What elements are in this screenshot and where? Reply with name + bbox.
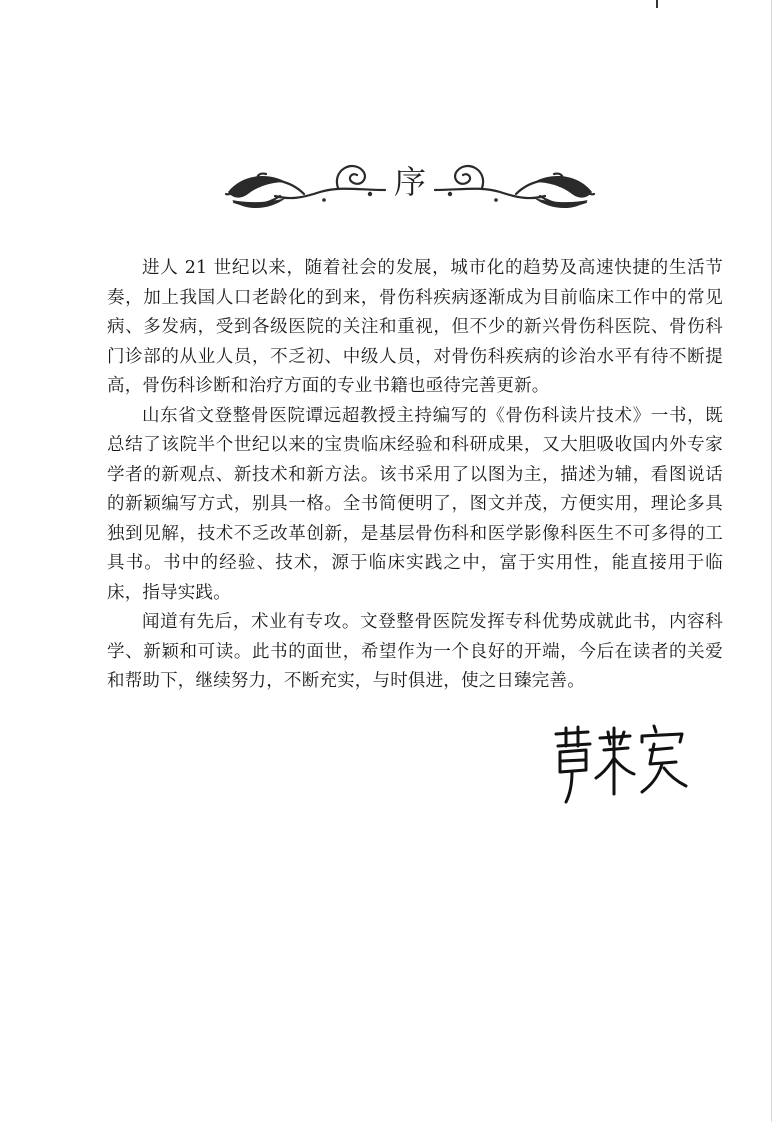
handwritten-signature — [550, 724, 690, 804]
scroll-ornament-icon — [220, 156, 390, 212]
scan-mark — [656, 0, 658, 8]
scroll-ornament-icon — [430, 156, 600, 212]
paragraph-2: 山东省文登整骨医院谭远超教授主持编写的《骨伤科读片技术》一书，既总结了该院半个世纪以来的宝贵临床经验和科研成果，又大胆吸收国内外专家学者的新观点、新技术和新方法。该书采用了以图为主，描述为辅，看图说话的新颖编写方式，别具一格。全书简便明了，图文并茂，方便实用，理论多具独到见解，技术不乏改革创新，是基层骨伤科和医学影像科医生不可多得的工具书。书中的经验、技术，源于临床实践之中，富于实用性，能直接用于临床，指导实践。 — [107, 405, 723, 603]
paragraph-3: 闻道有先后，术业有专攻。文登整骨医院发挥专科优势成就此书，内容科学、新颖和可读。此书的面世，希望作为一个良好的开端，今后在读者的关爱和帮助下，继续努力，不断充实，与时俱进，使之日臻完善。 — [107, 612, 723, 691]
preface-body — [107, 254, 723, 697]
page-edge — [771, 0, 772, 1122]
page-title: 序 — [393, 163, 426, 201]
title-header — [220, 150, 600, 220]
paragraph-1: 进人 21 世纪以来，随着社会的发展，城市化的趋势及高速快捷的生活节奏，加上我国人口老龄化的到来，骨伤科疾病逐渐成为目前临床工作中的常见病、多发病，受到各级医院的关注和重视，但不少的新兴骨伤科医院、骨伤科门诊部的从业人员，不乏初、中级人员，对骨伤科疾病的诊治水平有待不断提高，骨伤科诊断和治疗方面的专业书籍也亟待完善更新。 — [107, 258, 723, 396]
